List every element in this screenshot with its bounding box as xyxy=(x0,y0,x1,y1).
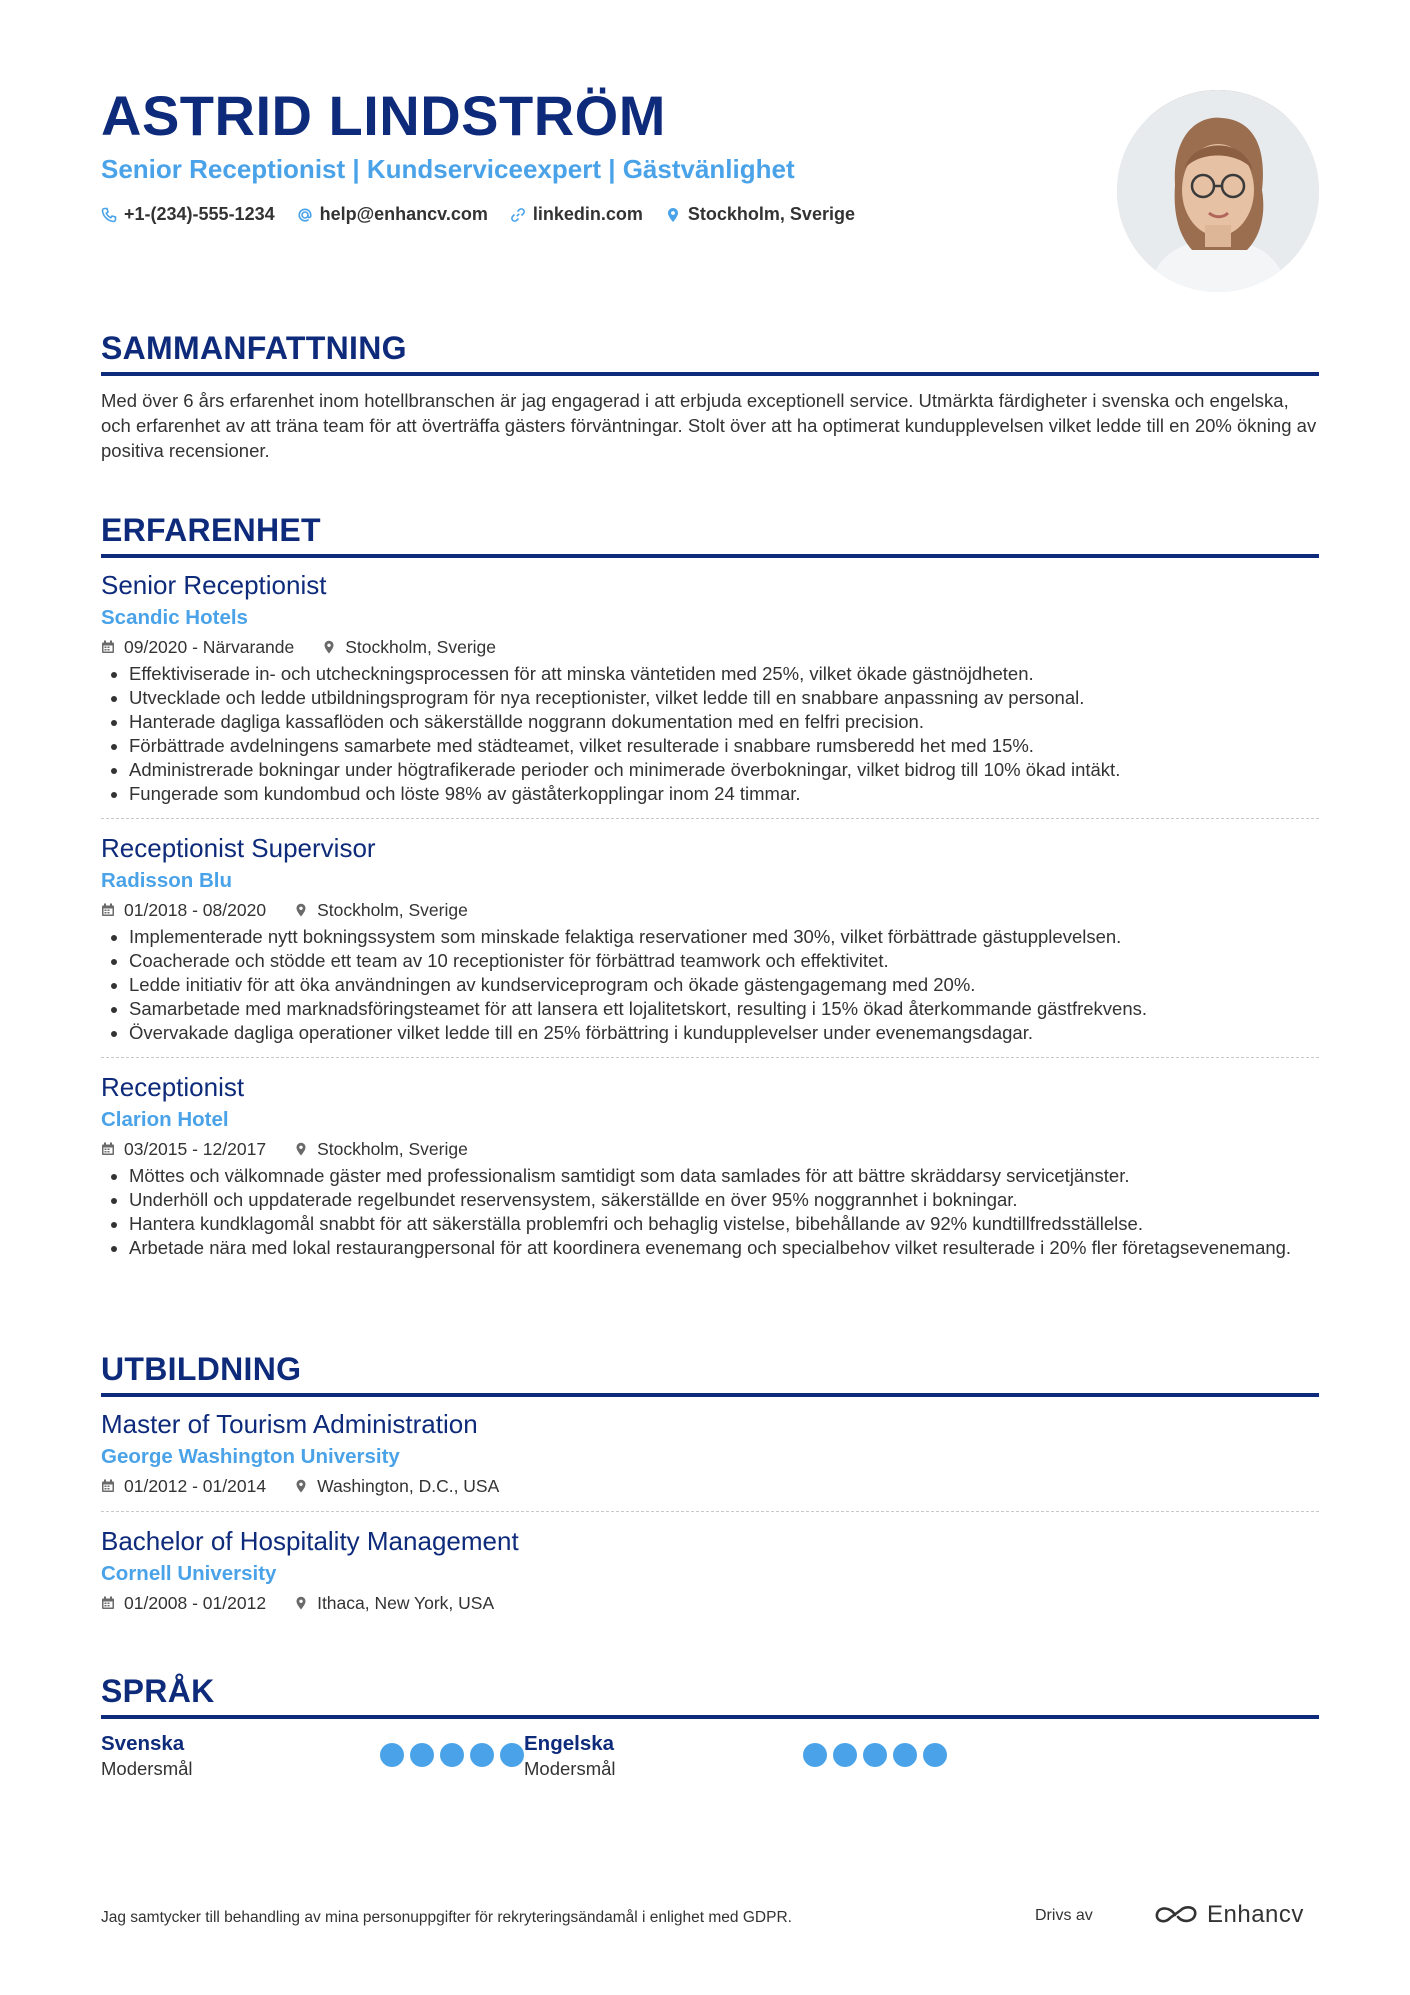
bullet-item: • Implementerade nytt bokningssystem som minskade felaktiga reservationer med 30%, vilket förbättrade gästupplevelsen. xyxy=(129,925,1319,949)
education-dates-text: 01/2008 - 01/2012 xyxy=(124,1593,267,1613)
location-pin-icon xyxy=(294,1479,308,1493)
rating-dot xyxy=(470,1743,494,1767)
education-dates-text: 01/2012 - 01/2014 xyxy=(124,1476,267,1496)
gdpr-consent: Jag samtycker till behandling av mina personuppgifter för rekryteringsändamål i enlighet med GDPR. xyxy=(101,1909,792,1926)
bullet-item: • Coacherade och stödde ett team av 10 receptionister för förbättrad teamwork och effektivitet. xyxy=(129,949,1319,973)
calendar-icon xyxy=(101,1479,115,1493)
bullet-item: • Utvecklade och ledde utbildningsprogram för nya receptionister, vilket ledde till en snabbare anpassning av personal. xyxy=(129,686,1319,710)
resume-page xyxy=(101,0,1319,1779)
job-title: Receptionist xyxy=(101,1072,245,1102)
language-text xyxy=(101,1731,193,1781)
job-dates xyxy=(101,897,266,923)
candidate-tagline: Senior Receptionist | Kundserviceexpert | Gästvänlighet xyxy=(101,154,795,184)
experience-entry xyxy=(101,1070,1319,1272)
contact-email[interactable] xyxy=(297,204,488,225)
company-name: Scandic Hotels xyxy=(101,606,248,629)
experience-entry xyxy=(101,831,1319,1058)
job-title: Senior Receptionist xyxy=(101,570,327,600)
experience-entry xyxy=(101,568,1319,819)
candidate-name: ASTRID LINDSTRÖM xyxy=(101,84,666,147)
location-pin-icon xyxy=(294,903,308,917)
education-entry xyxy=(101,1407,1319,1512)
job-dates xyxy=(101,634,294,660)
job-dates-text: 03/2015 - 12/2017 xyxy=(124,1139,267,1159)
job-dates-text: 09/2020 - Närvarande xyxy=(124,637,295,657)
phone-icon xyxy=(101,207,117,223)
job-meta xyxy=(101,897,1319,923)
rating-dot xyxy=(380,1743,404,1767)
job-title: Receptionist Supervisor xyxy=(101,833,376,863)
job-location-text: Stockholm, Sverige xyxy=(317,1139,468,1159)
contact-list xyxy=(101,204,855,225)
rating-dot xyxy=(893,1743,917,1767)
contact-email-text: help@enhancv.com xyxy=(319,204,488,224)
language-name: Engelska xyxy=(524,1732,615,1755)
location-pin-icon xyxy=(294,1142,308,1156)
language-level: Modersmål xyxy=(524,1758,616,1779)
location-pin-icon xyxy=(322,640,336,654)
summary-text: Med över 6 års erfarenhet inom hotellbranschen är jag engagerad i att erbjuda exceptionell service. Utmärkta färdigheter i svenska och engelska, och erfarenhet av att träna team för att överträffa gästers förväntningar. Stolt över att ha optimerat kundupplevelsen vilket ledde till en 20% ökning av positiva recensioner. xyxy=(101,390,1317,461)
education-dates xyxy=(101,1473,266,1499)
bullet-item: • Ledde initiativ för att öka användningen av kundserviceprogram och ökade gästengagemang med 20%. xyxy=(129,973,1319,997)
page-footer xyxy=(101,1901,1319,1935)
bullet-item: • Effektiviserade in- och utcheckningsprocessen för att minska väntetiden med 25%, vilket ökade gästnöjdheten. xyxy=(129,662,1319,686)
degree-title: Master of Tourism Administration xyxy=(101,1409,478,1439)
profile-photo xyxy=(1117,90,1319,292)
job-dates-text: 01/2018 - 08/2020 xyxy=(124,900,267,920)
job-location-text: Stockholm, Sverige xyxy=(345,637,497,657)
education-heading: UTBILDNING xyxy=(101,1349,1319,1397)
brand-name: Enhancv xyxy=(1207,1901,1304,1928)
language-item xyxy=(524,1731,947,1781)
rating-dot xyxy=(803,1743,827,1767)
job-location xyxy=(322,634,496,660)
degree-title: Bachelor of Hospitality Management xyxy=(101,1526,519,1556)
language-rating xyxy=(803,1743,947,1781)
powered-by-label: Drivs av xyxy=(1035,1907,1093,1924)
rating-dot xyxy=(410,1743,434,1767)
calendar-icon xyxy=(101,640,115,654)
language-rating xyxy=(380,1743,524,1781)
contact-linkedin[interactable] xyxy=(510,204,643,225)
link-icon xyxy=(510,207,526,223)
summary-section xyxy=(101,328,1319,463)
job-meta xyxy=(101,1136,1319,1162)
job-dates xyxy=(101,1136,266,1162)
brand-link[interactable] xyxy=(1153,1901,1304,1929)
education-location-text: Ithaca, New York, USA xyxy=(317,1593,495,1613)
experience-heading: ERFARENHET xyxy=(101,510,1319,558)
education-meta xyxy=(101,1590,1319,1616)
company-name: Radisson Blu xyxy=(101,869,232,892)
education-location xyxy=(294,1473,499,1499)
bullet-item: • Hantera kundklagomål snabbt för att säkerställa problemfri och behaglig vistelse, bibehållande av 92% kundtillfredsställelse. xyxy=(129,1212,1319,1236)
education-meta xyxy=(101,1473,1319,1499)
education-dates xyxy=(101,1590,266,1616)
languages-heading: SPRÅK xyxy=(101,1671,1319,1719)
languages-section xyxy=(101,1671,1319,1781)
contact-location-text: Stockholm, Sverige xyxy=(687,204,855,224)
bullet-item: • Underhöll och uppdaterade regelbundet reservensystem, säkerställde en över 95% noggrannhet i bokningar. xyxy=(129,1188,1319,1212)
education-section xyxy=(101,1349,1319,1640)
language-level: Modersmål xyxy=(101,1758,193,1779)
bullet-item: • Hanterade dagliga kassaflöden och säkerställde noggrann dokumentation med en felfri precision. xyxy=(129,710,1319,734)
contact-linkedin-text: linkedin.com xyxy=(532,204,643,224)
bullet-item: • Övervakade dagliga operationer vilket ledde till en 25% förbättring i kundupplevelser under evenemangsdagar. xyxy=(129,1021,1319,1045)
school-name: George Washington University xyxy=(101,1445,400,1468)
contact-phone-text: +1-(234)-555-1234 xyxy=(124,204,275,224)
education-entry xyxy=(101,1524,1319,1628)
rating-dot xyxy=(923,1743,947,1767)
bullet-item: • Möttes och välkomnade gäster med professionalism samtidigt som data samlades för att bättre skräddarsy servicetjänster. xyxy=(129,1164,1319,1188)
job-location xyxy=(294,897,468,923)
school-name: Cornell University xyxy=(101,1562,277,1585)
experience-section xyxy=(101,510,1319,1284)
language-text xyxy=(524,1731,616,1781)
language-name: Svenska xyxy=(101,1732,185,1755)
bullet-item: • Förbättrade avdelningens samarbete med städteamet, vilket resulterade i snabbare rumsberedd het med 15%. xyxy=(129,734,1319,758)
calendar-icon xyxy=(101,903,115,917)
language-item xyxy=(101,1731,524,1781)
rating-dot xyxy=(863,1743,887,1767)
rating-dot xyxy=(440,1743,464,1767)
calendar-icon xyxy=(101,1142,115,1156)
rating-dot xyxy=(833,1743,857,1767)
education-location xyxy=(294,1590,494,1616)
job-meta xyxy=(101,634,1319,660)
languages-list xyxy=(101,1731,1319,1781)
calendar-icon xyxy=(101,1596,115,1610)
bullet-item: • Fungerade som kundombud och löste 98% av gäståterkopplingar inom 24 timmar. xyxy=(129,782,1319,806)
bullet-item: • Arbetade nära med lokal restaurangpersonal för att koordinera evenemang och specialbehov vilket resulterade i 20% fler företagsevenemang. xyxy=(129,1236,1319,1260)
job-bullets xyxy=(101,662,1319,806)
job-bullets xyxy=(101,1164,1319,1260)
job-bullets xyxy=(101,925,1319,1045)
location-pin-icon xyxy=(665,207,681,223)
contact-phone[interactable] xyxy=(101,204,275,225)
summary-heading: SAMMANFATTNING xyxy=(101,328,1319,376)
bullet-item: • Administrerade bokningar under högtrafikerade perioder och minimerade överbokningar, vilket bidrog till 10% ökad intäkt. xyxy=(129,758,1319,782)
enhancv-logo-icon xyxy=(1153,1902,1199,1928)
bullet-item: • Samarbetade med marknadsföringsteamet för att lansera ett lojalitetskort, resulting i 15% ökad återkommande gästfrekvens. xyxy=(129,997,1319,1021)
education-location-text: Washington, D.C., USA xyxy=(317,1476,500,1496)
job-location xyxy=(294,1136,468,1162)
resume-header xyxy=(101,0,1319,300)
location-pin-icon xyxy=(294,1596,308,1610)
contact-location xyxy=(665,204,855,225)
job-location-text: Stockholm, Sverige xyxy=(317,900,468,920)
email-icon xyxy=(297,207,313,223)
company-name: Clarion Hotel xyxy=(101,1108,229,1131)
rating-dot xyxy=(500,1743,524,1767)
